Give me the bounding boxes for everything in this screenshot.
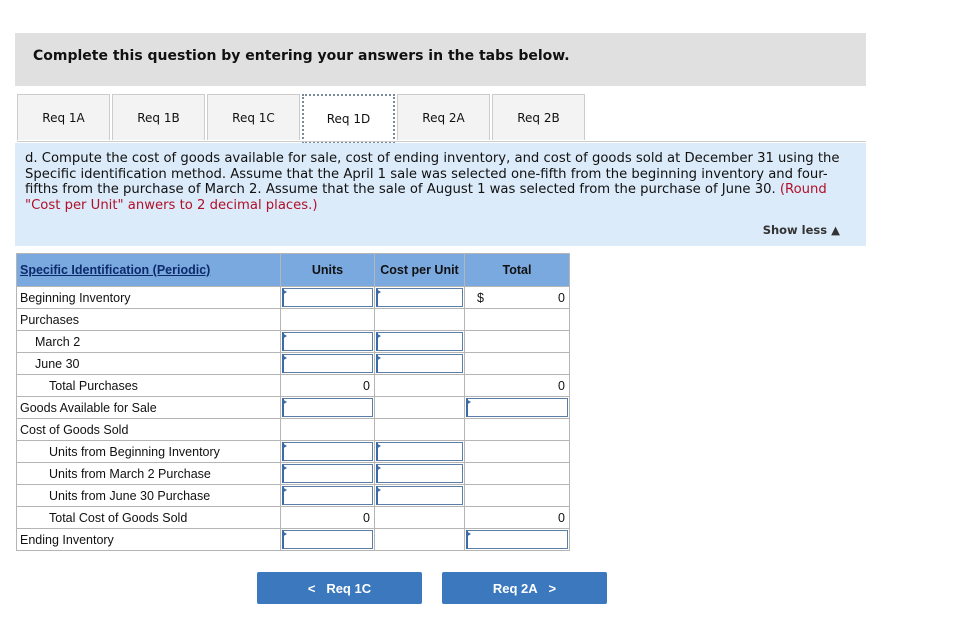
row-label: Ending Inventory xyxy=(17,529,281,551)
specific-identification-table xyxy=(16,253,570,551)
total-amount: 0 xyxy=(558,378,565,393)
total-value xyxy=(465,375,570,397)
cost-input-field[interactable] xyxy=(376,464,463,483)
empty-cell xyxy=(465,353,570,375)
triangle-up-icon: ▲ xyxy=(831,223,840,237)
units-amount: 0 xyxy=(363,510,370,525)
total-value xyxy=(465,507,570,529)
cost-input-field[interactable] xyxy=(376,486,463,505)
prev-req-1c-button[interactable] xyxy=(257,572,422,604)
table-row xyxy=(17,419,570,441)
empty-cell xyxy=(465,419,570,441)
header-label: Specific Identification (Periodic) xyxy=(17,254,281,287)
empty-cell xyxy=(375,529,465,551)
row-label: June 30 xyxy=(17,353,281,375)
empty-cell xyxy=(465,331,570,353)
row-label: Units from March 2 Purchase xyxy=(17,463,281,485)
tab-req-2a[interactable]: Req 2A xyxy=(397,94,490,140)
cost-input[interactable] xyxy=(375,463,465,485)
chevron-left-icon: < xyxy=(307,580,316,596)
empty-cell xyxy=(465,309,570,331)
total-input[interactable] xyxy=(465,529,570,551)
table-row xyxy=(17,397,570,419)
next-req-2a-button[interactable] xyxy=(442,572,607,604)
dollar-sign: $ xyxy=(477,290,484,305)
chevron-right-icon: > xyxy=(548,580,557,596)
units-input[interactable] xyxy=(281,287,375,309)
question-body: d. Compute the cost of goods available for sale, cost of ending inventory, and cost of goods sold at December 31 using the Specific identification method. Assume that the April 1 sale was selected one-fifth from the beginning inventory and four-fifths from the purchase of March 2. Assume that the sale of August 1 was selected from the purchase of June 30. xyxy=(25,151,840,197)
table-row xyxy=(17,507,570,529)
units-input-field[interactable] xyxy=(282,288,373,307)
units-input[interactable] xyxy=(281,463,375,485)
table-row xyxy=(17,353,570,375)
cost-input[interactable] xyxy=(375,485,465,507)
empty-cell xyxy=(281,309,375,331)
units-input[interactable] xyxy=(281,397,375,419)
table-row xyxy=(17,529,570,551)
tab-req-1c[interactable]: Req 1C xyxy=(207,94,300,140)
units-input-field[interactable] xyxy=(282,332,373,351)
empty-cell xyxy=(375,419,465,441)
row-label: Cost of Goods Sold xyxy=(17,419,281,441)
empty-cell xyxy=(375,397,465,419)
empty-cell xyxy=(375,507,465,529)
cost-input-field[interactable] xyxy=(376,332,463,351)
tab-req-2b[interactable]: Req 2B xyxy=(492,94,585,140)
units-input[interactable] xyxy=(281,441,375,463)
table-row xyxy=(17,485,570,507)
tab-req-1b[interactable]: Req 1B xyxy=(112,94,205,140)
total-input-field[interactable] xyxy=(466,398,568,417)
empty-cell xyxy=(465,463,570,485)
units-value xyxy=(281,375,375,397)
row-label: Total Cost of Goods Sold xyxy=(17,507,281,529)
rounding-note: (Round "Cost per Unit" anwers to 2 decimal places.) xyxy=(25,182,827,213)
row-label: Purchases xyxy=(17,309,281,331)
total-amount: 0 xyxy=(558,510,565,525)
header-cost-per-unit: Cost per Unit xyxy=(375,254,465,287)
instructions-text: Complete this question by entering your answers in the tabs below. xyxy=(33,48,570,64)
cost-input[interactable] xyxy=(375,287,465,309)
cost-input-field[interactable] xyxy=(376,354,463,373)
units-input-field[interactable] xyxy=(282,486,373,505)
total-input[interactable] xyxy=(465,397,570,419)
units-amount: 0 xyxy=(363,378,370,393)
units-input-field[interactable] xyxy=(282,530,373,549)
row-label: Units from June 30 Purchase xyxy=(17,485,281,507)
show-less-button[interactable] xyxy=(763,223,840,237)
header-total: Total xyxy=(465,254,570,287)
next-label: Req 2A xyxy=(492,580,538,596)
row-label: Goods Available for Sale xyxy=(17,397,281,419)
units-input[interactable] xyxy=(281,353,375,375)
cost-input-field[interactable] xyxy=(376,442,463,461)
units-value xyxy=(281,507,375,529)
tab-req-1a[interactable]: Req 1A xyxy=(17,94,110,140)
tab-bar xyxy=(17,94,587,141)
row-label: Beginning Inventory xyxy=(17,287,281,309)
total-amount: 0 xyxy=(558,290,565,305)
empty-cell xyxy=(375,375,465,397)
cost-input[interactable] xyxy=(375,353,465,375)
table-row xyxy=(17,463,570,485)
show-less-label: Show less xyxy=(762,223,828,237)
instructions-banner xyxy=(15,33,866,86)
units-input[interactable] xyxy=(281,485,375,507)
units-input-field[interactable] xyxy=(282,398,373,417)
row-label: Total Purchases xyxy=(17,375,281,397)
units-input-field[interactable] xyxy=(282,464,373,483)
units-input-field[interactable] xyxy=(282,354,373,373)
empty-cell xyxy=(465,485,570,507)
total-value xyxy=(465,287,570,309)
total-input-field[interactable] xyxy=(466,530,568,549)
row-label: March 2 xyxy=(17,331,281,353)
table-row xyxy=(17,375,570,397)
question-text xyxy=(25,151,856,213)
table-row xyxy=(17,309,570,331)
cost-input[interactable] xyxy=(375,441,465,463)
question-box xyxy=(15,143,866,246)
units-input[interactable] xyxy=(281,331,375,353)
cost-input[interactable] xyxy=(375,331,465,353)
units-input[interactable] xyxy=(281,529,375,551)
row-label: Units from Beginning Inventory xyxy=(17,441,281,463)
empty-cell xyxy=(281,419,375,441)
empty-cell xyxy=(465,441,570,463)
header-units: Units xyxy=(281,254,375,287)
table-row xyxy=(17,287,570,309)
tab-divider xyxy=(17,141,866,142)
units-input-field[interactable] xyxy=(282,442,373,461)
table-row xyxy=(17,331,570,353)
tab-req-1d[interactable]: Req 1D xyxy=(302,94,395,143)
prev-label: Req 1C xyxy=(326,580,372,596)
table-row xyxy=(17,441,570,463)
cost-input-field[interactable] xyxy=(376,288,463,307)
empty-cell xyxy=(375,309,465,331)
